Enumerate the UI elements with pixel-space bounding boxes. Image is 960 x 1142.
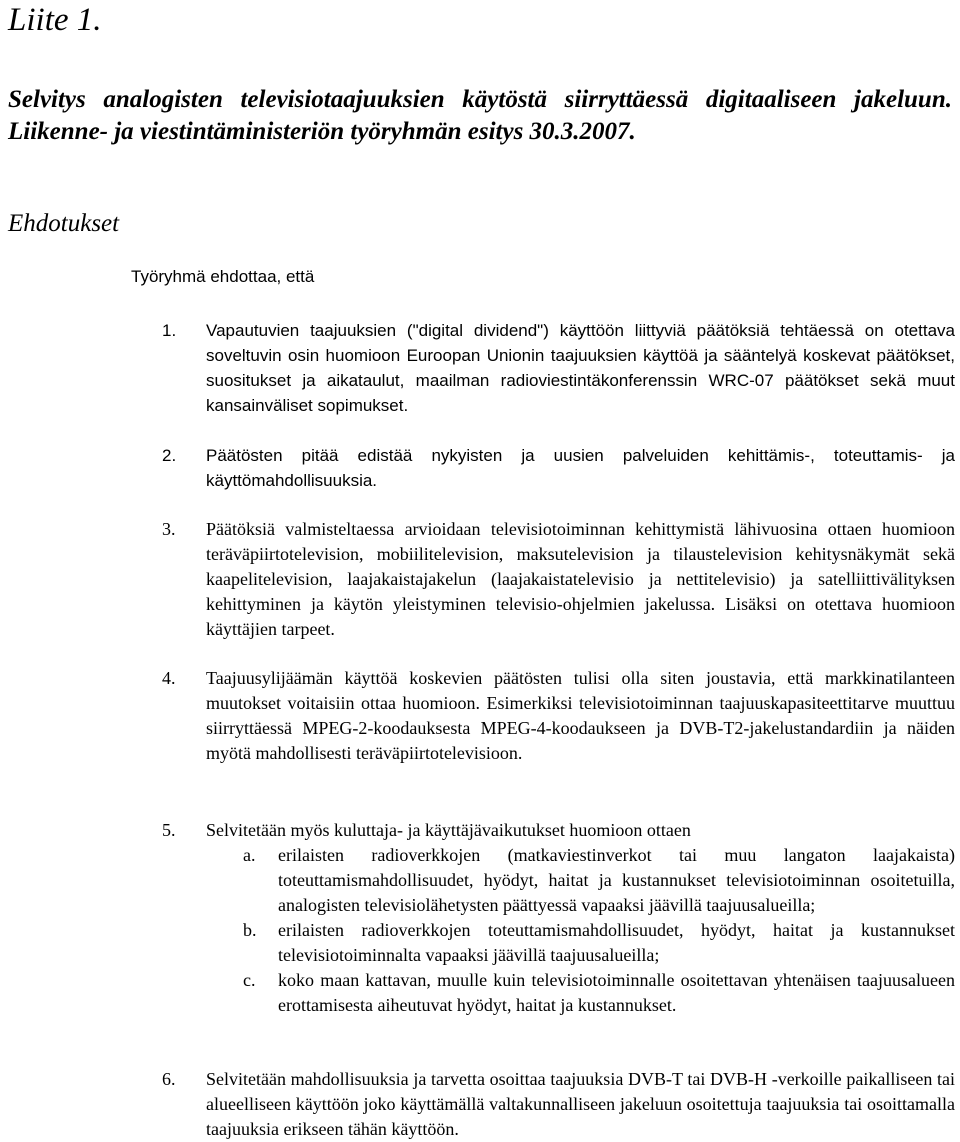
list-item-text: Selvitetään mahdollisuuksia ja tarvetta osoittaa taajuuksia DVB-T tai DVB-H -verkoille paikalliseen tai alueelliseen käyttöön joko käyttämällä valtakunnalliseen jakeluun osoitettuja taajuuksia tai osoittamalla taajuuksia erikseen tähän käyttöön. [206,1069,955,1139]
list-item-5 [162,818,955,1018]
sub-item-c [206,968,955,1018]
sub-item-text: erilaisten radioverkkojen toteuttamismahdollisuudet, hyödyt, haitat ja kustannukset televisiotoiminnalta vapaaksi jäävillä taajuusalueilla; [278,920,955,965]
list-item-number: 5. [162,820,176,840]
list-item-text: Taajuusylijäämän käyttöä koskevien päätösten tulisi olla siten joustavia, että markkinatilanteen muutokset voitaisiin ottaa huomioon. Esimerkiksi televisiotoiminnan taajuuskapasiteettitarve muuttuu siirryttäessä MPEG-2-koodauksesta MPEG-4-koodaukseen ja DVB-T2-jakelustandardiin ja näiden myötä mahdollisesti teräväpiirtotelevisioon. [206,668,955,763]
sub-item-b [206,918,955,968]
sub-item-text: koko maan kattavan, muulle kuin televisiotoiminnalle osoitettavan yhtenäisen taajuusalueen erottamisesta aiheutuvat hyödyt, haitat ja kustannukset. [278,970,955,1015]
list-item-6 [162,1067,955,1142]
list-item-text: Selvitetään myös kuluttaja- ja käyttäjävaikutukset huomioon ottaen [206,820,691,840]
list-item-number: 1. [162,321,177,340]
list-item-2 [162,443,955,493]
list-item-3 [162,517,955,642]
list-item-number: 2. [162,446,177,465]
appendix-label: Liite 1. [8,2,102,38]
list-item-4 [162,666,955,766]
list-item-number: 6. [162,1069,176,1089]
list-item-number: 3. [162,519,176,539]
list-item-text: Vapautuvien taajuuksien ("digital dividend") käyttöön liittyviä päätöksiä tehtäessä on otettava soveltuvin osin huomioon Euroopan Unionin taajuuksien käyttöä ja sääntelyä koskevat päätökset, suositukset ja aikataulut, maailman radioviestintäkonferenssin WRC-07 päätökset sekä muut kansainväliset sopimukset. [206,321,955,415]
intro-text: Työryhmä ehdottaa, että [131,267,315,286]
sub-item-a [206,843,955,918]
sub-item-text: erilaisten radioverkkojen (matkaviestinverkot tai muu langaton laajakaista) toteuttamismahdollisuudet, hyödyt, haitat ja kustannukset televisiotoiminnan osoitetuilla, analogisten televisiolähetysten päättyessä vapaaksi jäävillä taajuusalueilla; [278,845,955,915]
list-item-text: Päätösten pitää edistää nykyisten ja uusien palveluiden kehittämis-, toteuttamis- ja käyttömahdollisuuksia. [206,446,955,490]
section-heading: Ehdotukset [8,210,120,237]
list-item-text: Päätöksiä valmisteltaessa arvioidaan televisiotoiminnan kehittymistä lähivuosina ottaen huomioon teräväpiirtotelevision, mobiilitelevision, maksutelevision ja tilaustelevision kehitysnäkymät sekä kaapelitelevision, laajakaistajakelun (laajakaistatelevisio ja nettitelevisio) ja satelliittivälityksen kehittyminen ja käytön yleistyminen televisio-ohjelmien jakelussa. Lisäksi on otettava huomioon käyttäjien tarpeet. [206,519,955,639]
sub-item-letter: b. [243,920,257,940]
sub-item-letter: c. [243,970,256,990]
document-title: Selvitys analogisten televisiotaajuuksien käytöstä siirryttäessä digitaaliseen jakeluun. Liikenne- ja viestintäministeriön työryhmän esitys 30.3.2007. [8,86,952,145]
list-item-number: 4. [162,668,176,688]
list-item-1 [162,318,955,418]
sub-item-letter: a. [243,845,256,865]
